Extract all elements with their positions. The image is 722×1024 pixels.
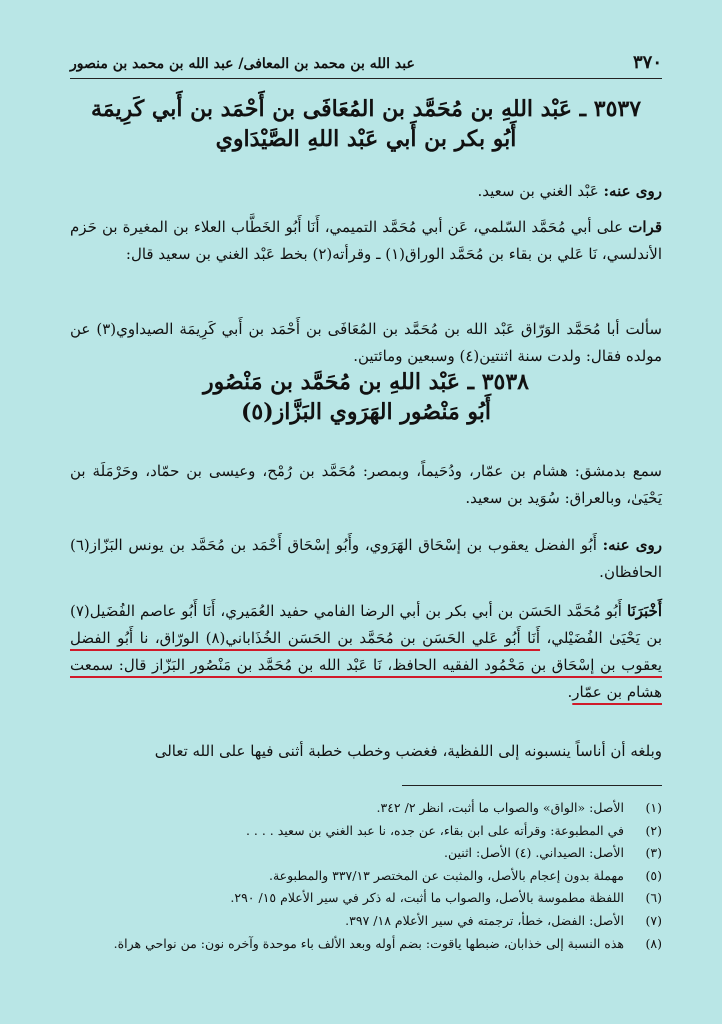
footnote-text: الأصل: «الواق» والصواب ما أثبت، انظر ٢/ ٣٤٢. bbox=[376, 800, 624, 815]
header-rule bbox=[70, 78, 662, 79]
paragraph-text: سمع بدمشق: هشام بن عمّار، ودُحَيماً، وبمصر: مُحَمَّد بن رُمْح، وعيسى بن حمّاد، وحَرْمَلَة بن يَحْيَىٰ، وبالعراق: سُوَيد بن سعيد. bbox=[70, 462, 662, 507]
lead-word: قرات bbox=[628, 218, 662, 236]
paragraph-text: على أبي مُحَمَّد السّلمي، عَن أبي مُحَمَّد التميمي، أَنَا أَبُو الخَطَّاب العلاء بن المغيرة بن حَزم الأندلسي، نَا عَلي بن بقاء بن مُحَمَّد الوراق(١) ـ وقرأته(٢) بخط عَبْد الغني بن سعيد قال: bbox=[70, 218, 662, 263]
entry-3538-narrators bbox=[70, 532, 662, 586]
footnote-number: (٣) bbox=[645, 845, 662, 861]
footnote bbox=[90, 820, 662, 843]
entry-3537-title-line2: أَبُو بكر بن أَبي عَبْد اللهِ الصَّيْدَاوي bbox=[215, 125, 517, 152]
footnote-number: (٢) bbox=[645, 822, 662, 838]
paragraph-text: . bbox=[567, 683, 573, 701]
footnote-text: الأصل: الصيداني. (٤) الأصل: اثنين. bbox=[444, 845, 624, 861]
footnote bbox=[90, 865, 662, 888]
footnote-number: (٨) bbox=[645, 935, 662, 951]
entry-3537-title-line1: ٣٥٣٧ ـ عَبْد اللهِ بن مُحَمَّد بن المُعَافَى بن أَحْمَد بن أَبي كَرِيمَة bbox=[90, 96, 642, 122]
footnote bbox=[90, 887, 662, 910]
page-number: ٣٧٠ bbox=[632, 52, 662, 73]
footnote-text: الأصل: الفضل، خطأ، ترجمته في سير الأعلام ١٨/ ٣٩٧. bbox=[345, 912, 624, 928]
entry-3537-birth bbox=[70, 316, 662, 370]
footnote-number: (١) bbox=[645, 800, 662, 815]
footnote-number: (٥) bbox=[645, 867, 662, 883]
paragraph-text: أَبُو مُحَمَّد الحَسَن بن أبي بكر بن أبي الرضا الفامي حفيد العُمَيري، أَنَا أَبُو عاصم الفُضَيل(٧) بن يَحْيَىٰ الفُضَيْلي، bbox=[70, 602, 662, 647]
lead-word: أَخْبَرَنَا bbox=[627, 602, 662, 620]
entry-3537-isnad bbox=[70, 214, 662, 268]
entry-3538-teachers bbox=[70, 458, 662, 512]
footnote-rule bbox=[402, 785, 662, 786]
paragraph-text: عَبْد الغني بن سعيد. bbox=[477, 182, 604, 200]
footnote bbox=[90, 933, 662, 956]
entry-3537-title bbox=[70, 95, 662, 154]
footnote bbox=[90, 842, 662, 865]
footnote-number: (٧) bbox=[645, 912, 662, 928]
footnote-text: هذه النسبة إلى خذابان، ضبطها ياقوت: بضم أوله وبعد الألف باء موحدة وآخره نون: من نواحي هراة. bbox=[113, 935, 624, 951]
footnote-text: في المطبوعة: وقرأته على ابن بقاء، عن جده، نا عبد الغني بن سعيد . . . . bbox=[245, 822, 624, 838]
lead-word: روى عنه: bbox=[603, 182, 662, 200]
entry-3538-title bbox=[70, 368, 662, 427]
page-header bbox=[70, 52, 662, 73]
footnote bbox=[90, 910, 662, 933]
entry-3537-narrators bbox=[70, 178, 662, 205]
paragraph-text: سألت أبا مُحَمَّد الوَرّاق عَبْد الله بن مُحَمَّد بن المُعَافَى بن أَحْمَد بن أَبي كَرِيمَة الصيداوي(٣) عن مولده فقال: ولدت سنة اثنتين(٤) وسبعين ومائتين. bbox=[70, 320, 662, 365]
paragraph-text: أَبُو الفضل يعقوب بن إسْحَاق الهَرَوي، وأَبُو إسْحَاق أَحْمَد بن مُحَمَّد بن يونس البَزّاز(٦) الحافظان. bbox=[70, 536, 662, 581]
paragraph-text: وبلغه أن أناساً ينسبونه إلى اللفظية، فغضب وخطب خطبة أثنى فيها على الله تعالى bbox=[154, 742, 662, 760]
entry-3538-title-line1: ٣٥٣٨ ـ عَبْد اللهِ بن مُحَمَّد بن مَنْصُور bbox=[202, 369, 529, 395]
entry-3538-isnad bbox=[70, 598, 662, 706]
footnote bbox=[90, 797, 662, 820]
footnote-text: اللفظة مطموسة بالأصل، والصواب ما أثبت، له ذكر في سير الأعلام ١٥/ ٢٩٠. bbox=[230, 890, 624, 906]
footnote-number: (٦) bbox=[645, 890, 662, 906]
entry-3538-title-line2: أَبُو مَنْصُور الهَرَوي البَزَّاز(٥) bbox=[241, 398, 491, 425]
running-title: عبد الله بن محمد بن المعافى/ عبد الله بن محمد بن منصور bbox=[70, 56, 415, 72]
footnote-text: مهملة بدون إعجام بالأصل، والمثبت عن المختصر ٣٣٧/١٣ والمطبوعة. bbox=[268, 867, 624, 883]
underlined-isnad: أَنَا أَبُو عَلي الحَسَن بن مُحَمَّد بن الحَسَن الخُذَاباني(٨) الورّاق، نا أَبُو الفضل يعقوب بن إسْحَاق بن مَحْمُود الفقيه الحافظ، نَا عَبْد الله بن مُحَمَّد بن مَنْصُور البَزّاز قال: سمعت هشام بن عمّار bbox=[70, 629, 662, 701]
lead-word: روى عنه: bbox=[602, 536, 662, 554]
footnotes bbox=[90, 797, 662, 955]
entry-3538-continuation bbox=[70, 738, 662, 765]
